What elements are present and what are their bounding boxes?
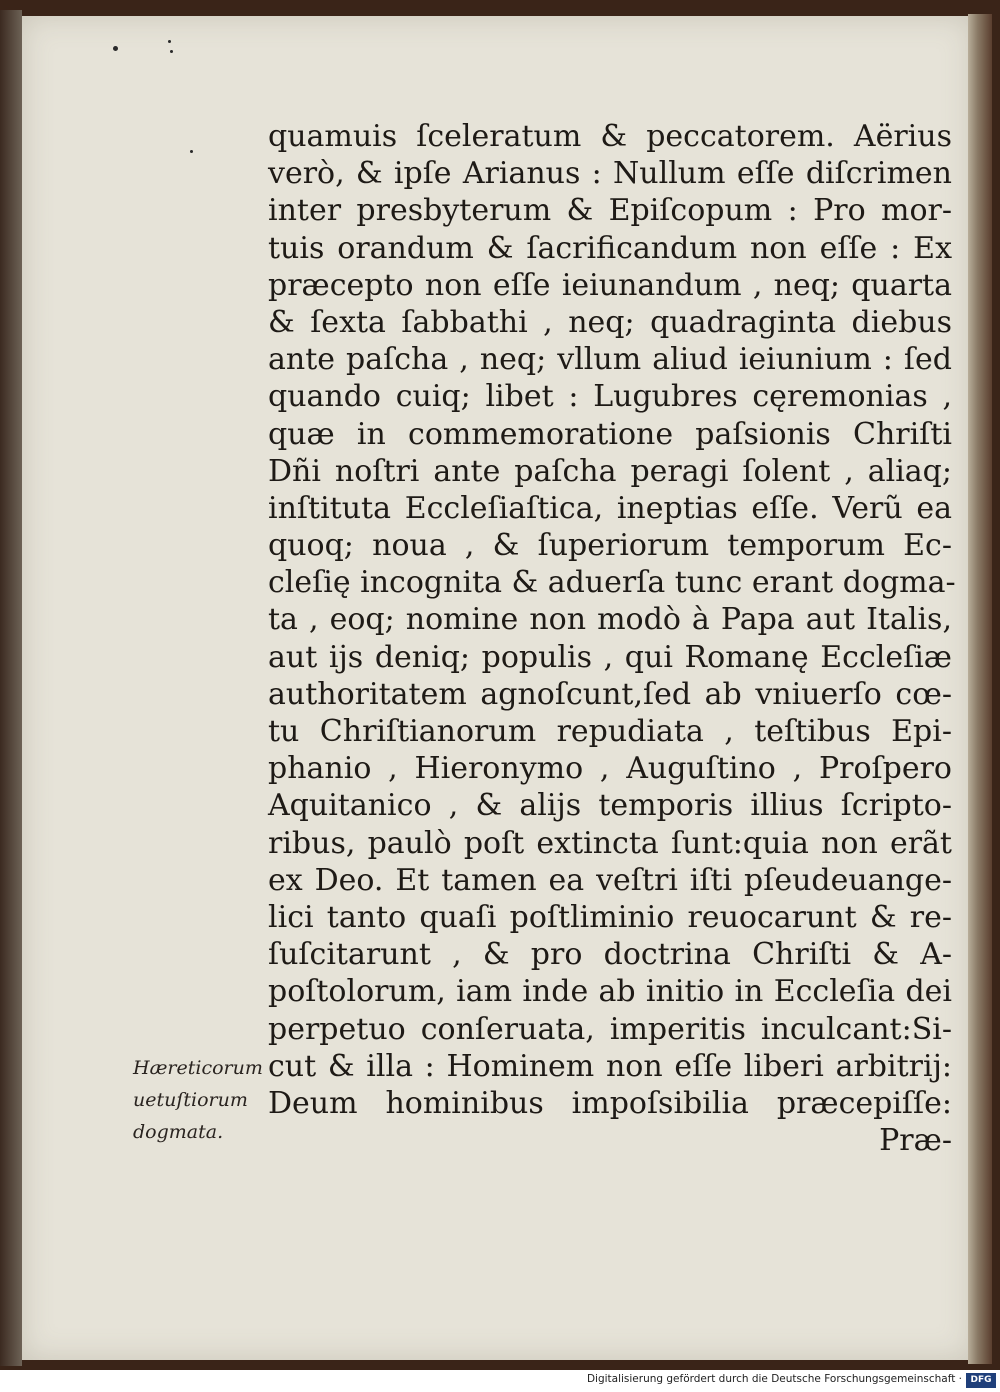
dfg-logo: DFG <box>966 1373 996 1388</box>
text-line: quando cuiq; libet : Lugubres cęremonias , <box>268 379 952 415</box>
text-line: præcepto non eſſe ieiunandum , neq; quarta <box>268 267 952 303</box>
text-line: quæ in commemoratione paſsionis Chriſti <box>268 416 952 452</box>
text-line: verò, & ipſe Arianus : Nullum eſſe diſcrimen <box>268 156 952 192</box>
text-line: quamuis ſceleratum & peccatorem. Aërius <box>268 119 952 154</box>
ink-speck <box>170 50 173 53</box>
footer-bar <box>0 1370 1000 1392</box>
text-line: & ſexta ſabbathi , neq; quadraginta diebus <box>268 304 952 340</box>
text-line: quoq; noua , & ſuperiorum temporum Ec- <box>268 528 952 564</box>
binding-edge-left <box>0 10 22 1366</box>
text-line: perpetuo conſeruata, imperitis inculcant:Si- <box>268 1011 952 1047</box>
ink-speck <box>168 40 171 43</box>
funding-credit: Digitalisierung gefördert durch die Deutsche Forschungsgemeinschaft · <box>586 1373 962 1385</box>
text-line: cut & illa : Hominem non eſſe liberi arbitrij: <box>268 1048 952 1084</box>
marginal-line: Hæreticorum <box>133 1057 263 1079</box>
catchword: Præ- <box>879 1123 952 1159</box>
text-line: authoritatem agnoſcunt,ſed ab vniuerſo cœ- <box>268 676 952 712</box>
text-line: Deum hominibus impoſsibilia præcepiſſe: <box>268 1085 952 1121</box>
text-line: ante paſcha , neq; vllum aliud ieiunium : ſed <box>268 342 952 378</box>
marginal-line: uetuſtiorum <box>133 1089 248 1111</box>
text-line: ribus, paulò poſt extincta ſunt:quia non erãt <box>268 825 952 861</box>
page-edge-right <box>968 14 992 1364</box>
text-line: phanio , Hieronymo , Auguſtino , Proſpero <box>268 751 952 787</box>
marginal-line: dogmata. <box>133 1121 224 1143</box>
text-line: poſtolorum, iam inde ab initio in Eccleſia dei <box>268 974 952 1010</box>
text-line: ex Deo. Et tamen ea veſtri iſti pſeudeuange- <box>268 862 952 898</box>
text-line: inſtituta Eccleſiaſtica, ineptias eſſe. Verũ ea <box>268 490 952 526</box>
text-line: ſuſcitarunt , & pro doctrina Chriſti & A- <box>268 937 952 973</box>
text-line: Aquitanico , & alijs temporis illius ſcripto- <box>268 788 952 824</box>
text-line: ta , eoq; nomine non modò à Papa aut Italis, <box>268 602 952 638</box>
text-line: tu Chriſtianorum repudiata , teſtibus Epi- <box>268 714 952 749</box>
main-text-block <box>268 118 956 1159</box>
text-line: Dñi noſtri ante paſcha peragi ſolent , aliaq; <box>268 453 952 489</box>
text-line: cleſię incognita & aduerſa tunc erant dogma- <box>268 565 956 601</box>
text-line: lici tanto quaſi poſtliminio reuocarunt & re- <box>268 899 952 935</box>
text-line: tuis orandum & ſacrificandum non eſſe : Ex <box>268 230 952 266</box>
text-line: aut ijs deniq; populis , qui Romanę Eccleſiæ <box>268 639 952 675</box>
ink-speck <box>113 46 118 51</box>
ink-speck <box>190 150 193 153</box>
text-line: inter presbyterum & Epiſcopum : Pro mor- <box>268 193 952 229</box>
marginal-note <box>133 1052 273 1148</box>
